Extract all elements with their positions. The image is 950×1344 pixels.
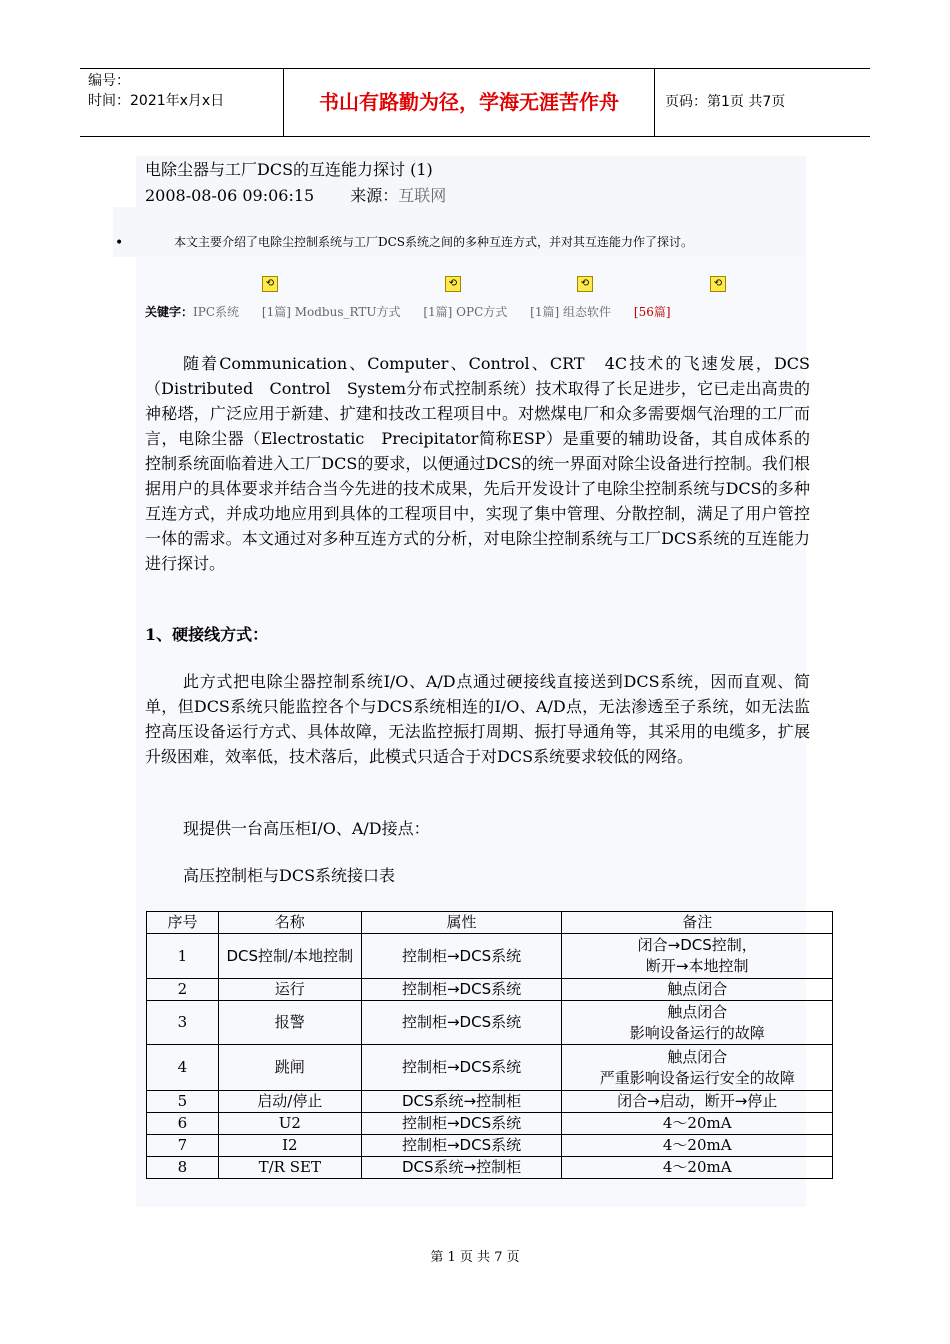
bullet-icon: •	[115, 235, 124, 251]
cell-note: 4～20mA	[562, 1113, 833, 1135]
keyword-link[interactable]: OPC方式	[456, 305, 508, 319]
table-row	[147, 1157, 833, 1179]
cell-note: 触点闭合 严重影响设备运行安全的故障	[562, 1045, 833, 1091]
source-link[interactable]: 互联网	[398, 186, 447, 205]
table-header-row	[147, 912, 833, 934]
table-caption: 高压控制柜与DCS系统接口表	[183, 866, 396, 885]
cell-note: 闭合→启动，断开→停止	[562, 1091, 833, 1113]
keywords-line	[145, 304, 671, 320]
intro-paragraph: 随着Communication、Computer、Control、CRT 4C技术的飞速发展，DCS（Distributed Control System分布式控制系统）技术取得了长足进步，它已走出高贵的神秘塔，广泛应用于新建、扩建和技改工程项目中。对燃煤电厂和众多需要烟气治理的工厂而言，电除尘器（Electrostatic Precipitator简称ESP）是重要的辅助设备，其自成体系的控制系统面临着进入工厂DCS的要求，以便通过DCS的统一界面对除尘设备进行控制。我们根据用户的具体要求并结合当今先进的技术成果，先后开发设计了电除尘控制系统与DCS的多种互连方式，并成功地应用到具体的工程项目中，实现了集中管理、分散控制，满足了用户管控一体的需求。本文通过对多种互连方式的分析，对电除尘控制系统与工厂DCS系统的互连能力进行探讨。	[145, 354, 810, 573]
table-row	[147, 1113, 833, 1135]
column-header: 序号	[147, 912, 219, 934]
table-row	[147, 1091, 833, 1113]
cell-no: 3	[147, 1001, 219, 1045]
cell-note: 4～20mA	[562, 1157, 833, 1179]
keyword-link[interactable]: Modbus_RTU方式	[294, 305, 401, 319]
interface-table	[146, 911, 833, 1179]
cell-attr: DCS系统→控制柜	[361, 1091, 562, 1113]
cell-attr: 控制柜→DCS系统	[361, 1045, 562, 1091]
link-icon[interactable]: ⟲	[710, 276, 726, 292]
cell-no: 6	[147, 1113, 219, 1135]
cell-attr: 控制柜→DCS系统	[361, 1135, 562, 1157]
header-page-info: 页码：第1页 共7页	[665, 94, 786, 110]
table-row	[147, 934, 833, 979]
table-row	[147, 979, 833, 1001]
header-time: 时间：2021年x月x日	[88, 93, 225, 109]
cell-name: 启动/停止	[218, 1091, 361, 1113]
table-row	[147, 1045, 833, 1091]
cell-name: DCS控制/本地控制	[218, 934, 361, 979]
link-icon[interactable]: ⟲	[445, 276, 461, 292]
column-header: 属性	[361, 912, 562, 934]
cell-name: 报警	[218, 1001, 361, 1045]
keywords-label: 关键字：	[145, 305, 194, 319]
section-heading: 1、硬接线方式：	[145, 625, 269, 644]
section1-paragraph: 此方式把电除尘器控制系统I/O、A/D点通过硬接线直接送到DCS系统，因而直观、简单，但DCS系统只能监控各个与DCS系统相连的I/O、A/D点，无法渗透至子系统，如无法监控高压设备运行方式、具体故障，无法监控振打周期、振打导通角等，其采用的电缆多，扩展升级困难，效率低，技术落后，此模式只适合于对DCS系统要求较低的网络。	[145, 672, 810, 766]
keyword-link[interactable]: 组态软件	[563, 305, 612, 319]
keyword-count: [1篇]	[530, 305, 560, 319]
cell-attr: 控制柜→DCS系统	[361, 979, 562, 1001]
cell-attr: 控制柜→DCS系统	[361, 1001, 562, 1045]
table-row	[147, 1135, 833, 1157]
table-row	[147, 1001, 833, 1045]
header-number: 编号：	[88, 73, 130, 89]
cell-attr: 控制柜→DCS系统	[361, 934, 562, 979]
cell-note: 触点闭合 影响设备运行的故障	[562, 1001, 833, 1045]
cell-note: 4～20mA	[562, 1135, 833, 1157]
cell-no: 7	[147, 1135, 219, 1157]
column-header: 备注	[562, 912, 833, 934]
keyword-count: [1篇]	[423, 305, 453, 319]
page-footer: 第 1 页 共 7 页	[430, 1250, 520, 1265]
cell-name: 运行	[218, 979, 361, 1001]
header-motto: 书山有路勤为径，学海无涯苦作舟	[319, 90, 619, 114]
cell-note: 触点闭合	[562, 979, 833, 1001]
header-divider	[654, 69, 655, 136]
cell-name: T/R SET	[218, 1157, 361, 1179]
header-meta	[88, 71, 283, 111]
page-header	[80, 68, 870, 137]
keyword-count: [56篇]	[633, 305, 671, 319]
cell-note: 闭合→DCS控制， 断开→本地控制	[562, 934, 833, 979]
cell-no: 4	[147, 1045, 219, 1091]
cell-no: 1	[147, 934, 219, 979]
link-icon[interactable]: ⟲	[262, 276, 278, 292]
article-summary: 本文主要介绍了电除尘控制系统与工厂DCS系统之间的多种互连方式，并对其互连能力作了探讨。	[174, 235, 694, 249]
cell-name: 跳闸	[218, 1045, 361, 1091]
cell-attr: DCS系统→控制柜	[361, 1157, 562, 1179]
link-icon[interactable]: ⟲	[577, 276, 593, 292]
provide-line: 现提供一台高压柜I/O、A/D接点：	[183, 819, 430, 838]
article-date: 2008-08-06 09:06:15	[145, 186, 315, 205]
cell-no: 5	[147, 1091, 219, 1113]
cell-name: I2	[218, 1135, 361, 1157]
cell-no: 2	[147, 979, 219, 1001]
column-header: 名称	[218, 912, 361, 934]
source-label: 来源：	[350, 186, 399, 205]
article-title: 电除尘器与工厂DCS的互连能力探讨 (1)	[145, 160, 433, 179]
keyword-count: [1篇]	[261, 305, 291, 319]
keyword-link[interactable]: IPC系统	[193, 305, 240, 319]
cell-no: 8	[147, 1157, 219, 1179]
cell-name: U2	[218, 1113, 361, 1135]
cell-attr: 控制柜→DCS系统	[361, 1113, 562, 1135]
article-dateline	[145, 186, 446, 206]
